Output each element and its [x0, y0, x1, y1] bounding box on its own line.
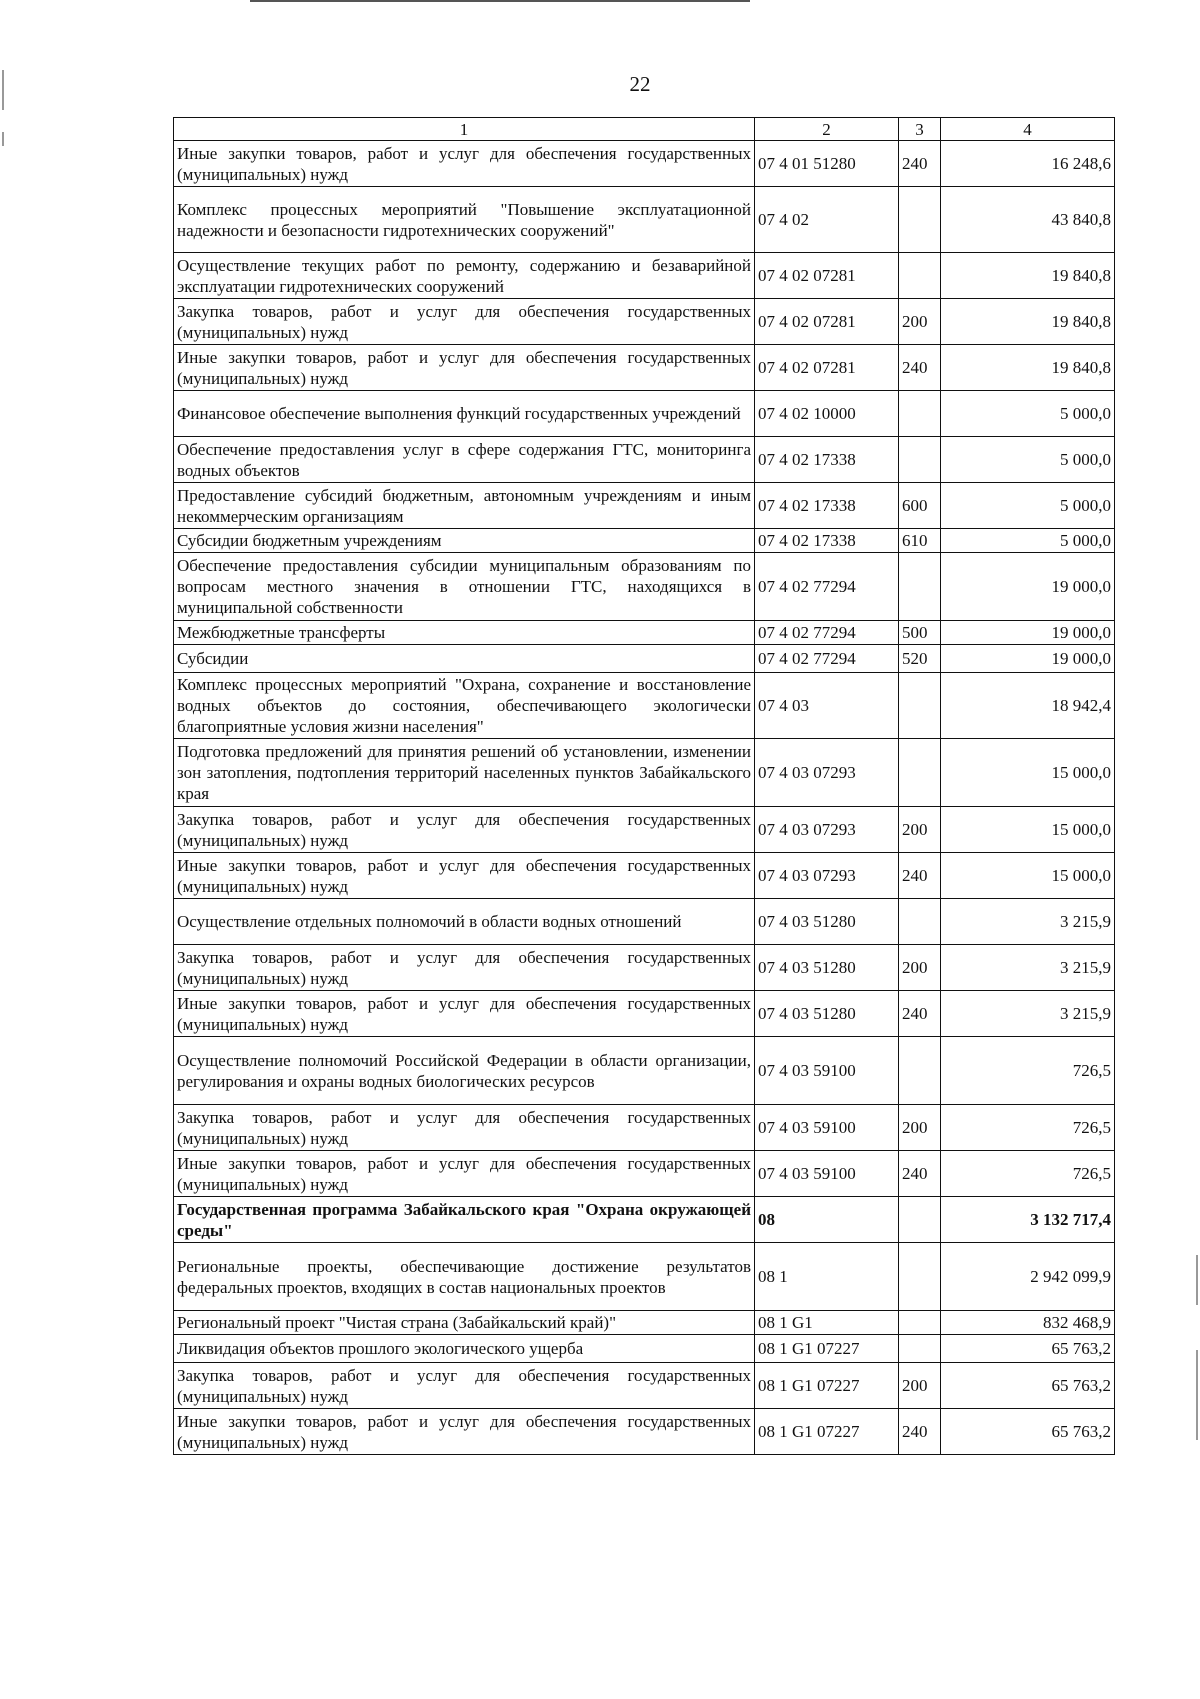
row-name: Субсидии	[174, 645, 755, 673]
row-name: Субсидии бюджетным учреждениям	[174, 529, 755, 553]
row-amount: 19 000,0	[941, 645, 1115, 673]
row-amount: 19 840,8	[941, 299, 1115, 345]
row-name: Осуществление полномочий Российской Федерации в области организации, регулирования и охраны водных биологических ресурсов	[174, 1037, 755, 1105]
row-code: 07 4 02 77294	[755, 645, 899, 673]
row-expense-type: 240	[899, 1409, 941, 1455]
row-name: Осуществление текущих работ по ремонту, содержанию и безаварийной эксплуатации гидротехнических сооружений	[174, 253, 755, 299]
row-code: 08 1	[755, 1243, 899, 1311]
table-row	[174, 645, 1115, 673]
table-row	[174, 1335, 1115, 1363]
table-row	[174, 483, 1115, 529]
budget-table	[173, 117, 1115, 1455]
row-expense-type: 240	[899, 141, 941, 187]
row-amount: 3 215,9	[941, 899, 1115, 945]
row-code: 07 4 02 17338	[755, 529, 899, 553]
table-row	[174, 1105, 1115, 1151]
row-name: Комплекс процессных мероприятий "Повышение эксплуатационной надежности и безопасности гидротехнических сооружений"	[174, 187, 755, 253]
row-expense-type	[899, 253, 941, 299]
row-code: 08 1 G1 07227	[755, 1363, 899, 1409]
row-expense-type	[899, 553, 941, 621]
table-row	[174, 1197, 1115, 1243]
scan-margin-mark	[1196, 1255, 1198, 1305]
row-expense-type: 500	[899, 621, 941, 645]
row-expense-type	[899, 1311, 941, 1335]
table-row	[174, 187, 1115, 253]
row-expense-type: 240	[899, 991, 941, 1037]
row-name: Закупка товаров, работ и услуг для обеспечения государственных (муниципальных) нужд	[174, 299, 755, 345]
row-amount: 15 000,0	[941, 739, 1115, 807]
row-amount: 5 000,0	[941, 529, 1115, 553]
header-col-4: 4	[941, 118, 1115, 141]
row-expense-type	[899, 1037, 941, 1105]
row-name: Обеспечение предоставления субсидии муниципальным образованиям по вопросам местного значения в отношении ГТС, находящихся в муниципальной собственности	[174, 553, 755, 621]
row-amount: 3 215,9	[941, 991, 1115, 1037]
table-row	[174, 437, 1115, 483]
row-expense-type	[899, 437, 941, 483]
row-code: 07 4 02 10000	[755, 391, 899, 437]
row-expense-type: 200	[899, 299, 941, 345]
row-amount: 15 000,0	[941, 853, 1115, 899]
row-amount: 832 468,9	[941, 1311, 1115, 1335]
table-header-row	[174, 118, 1115, 141]
row-amount: 43 840,8	[941, 187, 1115, 253]
row-amount: 5 000,0	[941, 437, 1115, 483]
table-row	[174, 1151, 1115, 1197]
table-row	[174, 739, 1115, 807]
row-expense-type: 200	[899, 1105, 941, 1151]
row-expense-type: 600	[899, 483, 941, 529]
row-name: Иные закупки товаров, работ и услуг для обеспечения государственных (муниципальных) нужд	[174, 853, 755, 899]
row-name: Ликвидация объектов прошлого экологического ущерба	[174, 1335, 755, 1363]
header-col-1: 1	[174, 118, 755, 141]
table-row	[174, 141, 1115, 187]
row-code: 07 4 03 59100	[755, 1037, 899, 1105]
row-amount: 726,5	[941, 1151, 1115, 1197]
table-row	[174, 1363, 1115, 1409]
row-code: 08	[755, 1197, 899, 1243]
row-code: 08 1 G1 07227	[755, 1335, 899, 1363]
row-name: Закупка товаров, работ и услуг для обеспечения государственных (муниципальных) нужд	[174, 1363, 755, 1409]
row-expense-type	[899, 739, 941, 807]
row-code: 07 4 03 51280	[755, 991, 899, 1037]
row-code: 07 4 02	[755, 187, 899, 253]
row-amount: 15 000,0	[941, 807, 1115, 853]
table-row	[174, 299, 1115, 345]
row-expense-type: 200	[899, 807, 941, 853]
row-expense-type	[899, 391, 941, 437]
row-expense-type	[899, 673, 941, 739]
row-expense-type: 200	[899, 1363, 941, 1409]
row-name: Предоставление субсидий бюджетным, автономным учреждениям и иным некоммерческим организациям	[174, 483, 755, 529]
row-code: 07 4 01 51280	[755, 141, 899, 187]
row-name: Закупка товаров, работ и услуг для обеспечения государственных (муниципальных) нужд	[174, 945, 755, 991]
table-row	[174, 621, 1115, 645]
table-row	[174, 807, 1115, 853]
row-code: 07 4 03 59100	[755, 1151, 899, 1197]
row-code: 07 4 02 07281	[755, 299, 899, 345]
table-row	[174, 345, 1115, 391]
row-code: 07 4 03 51280	[755, 899, 899, 945]
row-name: Закупка товаров, работ и услуг для обеспечения государственных (муниципальных) нужд	[174, 1105, 755, 1151]
row-expense-type: 200	[899, 945, 941, 991]
row-expense-type: 610	[899, 529, 941, 553]
row-amount: 3 132 717,4	[941, 1197, 1115, 1243]
row-amount: 726,5	[941, 1105, 1115, 1151]
table-row	[174, 391, 1115, 437]
row-expense-type	[899, 187, 941, 253]
table-row	[174, 253, 1115, 299]
row-amount: 19 000,0	[941, 553, 1115, 621]
row-expense-type: 240	[899, 1151, 941, 1197]
row-name: Региональные проекты, обеспечивающие достижение результатов федеральных проектов, входящих в состав национальных проектов	[174, 1243, 755, 1311]
row-expense-type: 240	[899, 853, 941, 899]
row-amount: 65 763,2	[941, 1363, 1115, 1409]
row-name: Государственная программа Забайкальского края "Охрана окружающей среды"	[174, 1197, 755, 1243]
row-code: 07 4 03	[755, 673, 899, 739]
row-expense-type	[899, 1335, 941, 1363]
table-row	[174, 1243, 1115, 1311]
row-code: 07 4 03 59100	[755, 1105, 899, 1151]
row-amount: 5 000,0	[941, 391, 1115, 437]
scan-edge-line	[250, 0, 750, 2]
row-expense-type	[899, 899, 941, 945]
row-code: 07 4 02 17338	[755, 483, 899, 529]
row-code: 07 4 03 07293	[755, 807, 899, 853]
row-name: Иные закупки товаров, работ и услуг для обеспечения государственных (муниципальных) нужд	[174, 345, 755, 391]
row-code: 07 4 02 07281	[755, 253, 899, 299]
row-code: 07 4 03 51280	[755, 945, 899, 991]
row-amount: 5 000,0	[941, 483, 1115, 529]
row-name: Межбюджетные трансферты	[174, 621, 755, 645]
scan-margin-mark	[1196, 1350, 1198, 1440]
row-amount: 726,5	[941, 1037, 1115, 1105]
row-name: Иные закупки товаров, работ и услуг для обеспечения государственных (муниципальных) нужд	[174, 141, 755, 187]
table-row	[174, 1037, 1115, 1105]
header-col-3: 3	[899, 118, 941, 141]
row-expense-type	[899, 1243, 941, 1311]
row-code: 07 4 03 07293	[755, 853, 899, 899]
row-expense-type	[899, 1197, 941, 1243]
row-name: Региональный проект "Чистая страна (Забайкальский край)"	[174, 1311, 755, 1335]
table-row	[174, 853, 1115, 899]
table-row	[174, 945, 1115, 991]
row-amount: 3 215,9	[941, 945, 1115, 991]
row-expense-type: 240	[899, 345, 941, 391]
row-amount: 2 942 099,9	[941, 1243, 1115, 1311]
row-amount: 18 942,4	[941, 673, 1115, 739]
row-code: 07 4 03 07293	[755, 739, 899, 807]
row-amount: 19 000,0	[941, 621, 1115, 645]
header-col-2: 2	[755, 118, 899, 141]
row-expense-type: 520	[899, 645, 941, 673]
row-name: Осуществление отдельных полномочий в области водных отношений	[174, 899, 755, 945]
row-name: Финансовое обеспечение выполнения функций государственных учреждений	[174, 391, 755, 437]
row-name: Подготовка предложений для принятия решений об установлении, изменении зон затопления, подтопления территорий населенных пунктов Забайкальского края	[174, 739, 755, 807]
table-row	[174, 673, 1115, 739]
table-row	[174, 899, 1115, 945]
row-code: 07 4 02 77294	[755, 621, 899, 645]
row-code: 08 1 G1	[755, 1311, 899, 1335]
row-amount: 65 763,2	[941, 1335, 1115, 1363]
scan-margin-mark	[2, 132, 4, 146]
table-row	[174, 553, 1115, 621]
page-number: 22	[629, 72, 651, 96]
table-row	[174, 529, 1115, 553]
row-name: Иные закупки товаров, работ и услуг для обеспечения государственных (муниципальных) нужд	[174, 1409, 755, 1455]
row-code: 07 4 02 77294	[755, 553, 899, 621]
row-amount: 19 840,8	[941, 253, 1115, 299]
table-row	[174, 1311, 1115, 1335]
row-amount: 19 840,8	[941, 345, 1115, 391]
table-row	[174, 1409, 1115, 1455]
row-code: 07 4 02 17338	[755, 437, 899, 483]
row-amount: 65 763,2	[941, 1409, 1115, 1455]
row-name: Закупка товаров, работ и услуг для обеспечения государственных (муниципальных) нужд	[174, 807, 755, 853]
row-name: Иные закупки товаров, работ и услуг для обеспечения государственных (муниципальных) нужд	[174, 991, 755, 1037]
table-row	[174, 991, 1115, 1037]
row-name: Комплекс процессных мероприятий "Охрана, сохранение и восстановление водных объектов до состояния, обеспечивающего экологически благоприятные условия жизни населения"	[174, 673, 755, 739]
row-name: Иные закупки товаров, работ и услуг для обеспечения государственных (муниципальных) нужд	[174, 1151, 755, 1197]
row-code: 07 4 02 07281	[755, 345, 899, 391]
row-code: 08 1 G1 07227	[755, 1409, 899, 1455]
row-name: Обеспечение предоставления услуг в сфере содержания ГТС, мониторинга водных объектов	[174, 437, 755, 483]
row-amount: 16 248,6	[941, 141, 1115, 187]
